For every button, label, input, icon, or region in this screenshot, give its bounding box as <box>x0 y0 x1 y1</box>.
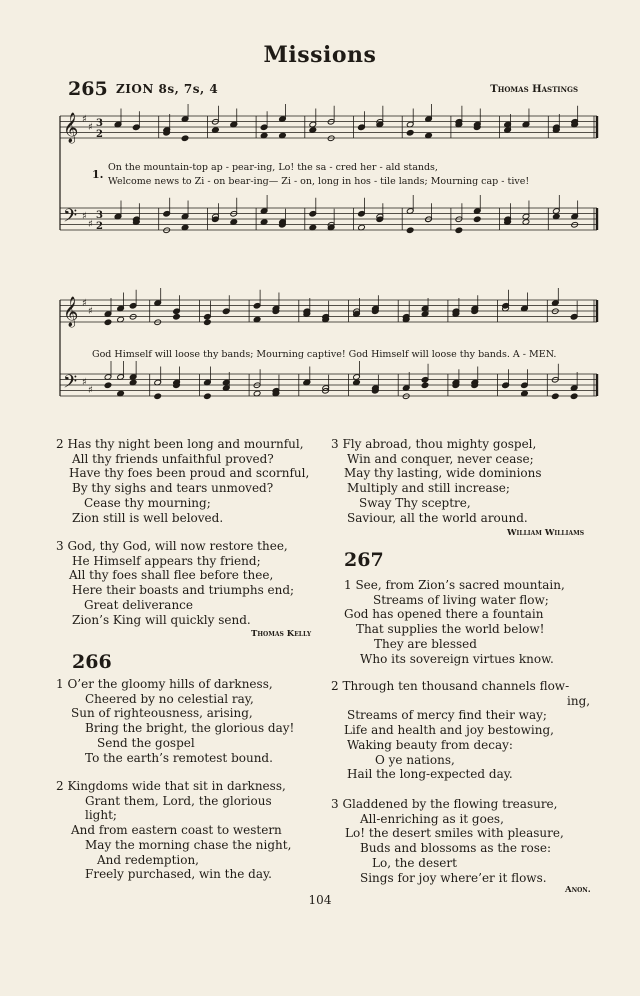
svg-text:𝄞: 𝄞 <box>63 113 79 143</box>
stanza-line: Cease thy mourning; <box>84 495 211 510</box>
stanza-line: They are blessed <box>374 636 477 651</box>
hymn265-stanza-2 <box>56 437 309 525</box>
stanza-line: Who its sovereign virtues know. <box>360 651 554 666</box>
svg-text:𝄢: 𝄢 <box>63 372 78 397</box>
svg-text:2: 2 <box>96 221 103 232</box>
stanza-line: Sun of righteousness, arising, <box>71 706 253 721</box>
stanza-line: Streams of mercy find their way; <box>347 708 547 723</box>
hymn266-attribution: William Williams <box>507 528 585 538</box>
hymn265-stanza-3 <box>56 539 294 627</box>
stanza-line: Streams of living water flow; <box>373 592 549 607</box>
svg-text:♯: ♯ <box>82 211 87 222</box>
hymn266-stanza-3 <box>331 437 542 525</box>
stanza-line: Sway Thy sceptre, <box>359 495 471 510</box>
hymn266-stanza-1 <box>56 677 294 765</box>
stanza-line: All thy foes shall flee before thee, <box>69 568 274 583</box>
stanza-line: Saviour, all the world around. <box>347 510 528 525</box>
stanza-line: Lo! the desert smiles with pleasure, <box>345 826 564 841</box>
stanza-line: 3 Gladdened by the flowing treasure, <box>331 797 558 811</box>
stanza-line: 2 Through ten thousand channels flow- <box>331 679 570 693</box>
svg-text:♯: ♯ <box>82 377 87 388</box>
stanza-line: Have thy foes been proud and scornful, <box>69 466 310 481</box>
stanza-line: Bring the bright, the glorious day! <box>85 721 295 736</box>
lyric-line-3: God Himself will loose thy bands; Mourning captive! God Himself will loose thy bands. A - MEN. <box>92 349 557 360</box>
stanza-line: light; <box>85 808 117 823</box>
stanza-line: 3 God, thy God, will now restore thee, <box>56 539 288 553</box>
section-title: Missions <box>263 42 377 68</box>
svg-text:3: 3 <box>96 210 103 221</box>
stanza-line: And from eastern coast to western <box>71 823 282 838</box>
svg-text:𝄞: 𝄞 <box>63 297 79 327</box>
stanza-line: All-enriching as it goes, <box>360 811 504 826</box>
composer-name: Thomas Hastings <box>490 84 578 95</box>
svg-text:♯: ♯ <box>82 298 87 309</box>
stanza-line: O ye nations, <box>375 752 455 767</box>
hymn266-stanza-2 <box>56 779 291 882</box>
hymn-number-266: 266 <box>72 651 112 673</box>
hymn-number-267: 267 <box>344 549 384 571</box>
stanza-line: Multiply and still increase; <box>347 481 510 496</box>
tune-name: ZION 8s, 7s, 4 <box>116 82 219 96</box>
stanza-line: Grant them, Lord, the glorious <box>85 793 272 808</box>
stanza-line: 3 Fly abroad, thou mighty gospel, <box>331 437 537 451</box>
hymn267-attribution: Anon. <box>565 885 591 895</box>
stanza-line: 2 Has thy night been long and mournful, <box>56 437 304 451</box>
hymn267-stanza-1 <box>344 578 565 666</box>
lyric-line-1: On the mountain-top ap - pear-ing, Lo! the sa - cred her - ald stands, <box>108 162 438 173</box>
stanza-line: 1 O’er the gloomy hills of darkness, <box>56 677 273 691</box>
stanza-line: Buds and blossoms as the rose: <box>360 841 552 856</box>
hymn267-stanza-2 <box>331 679 590 782</box>
stanza-line: Lo, the desert <box>372 855 457 870</box>
svg-text:♯: ♯ <box>88 306 93 317</box>
hymn265-attribution: Thomas Kelly <box>251 629 312 639</box>
stanza-line: Sings for joy where’er it flows. <box>360 870 547 885</box>
svg-text:𝄢: 𝄢 <box>63 206 78 231</box>
svg-text:3: 3 <box>96 118 103 129</box>
stanza-line: That supplies the world below! <box>356 622 545 637</box>
svg-text:♯: ♯ <box>88 122 93 133</box>
stanza-line: Send the gospel <box>97 735 195 750</box>
page-number: 104 <box>308 893 332 907</box>
verse-marker: 1. <box>92 168 104 181</box>
stanza-line: May the morning chase the night, <box>85 837 292 852</box>
stanza-line: And redemption, <box>97 852 199 867</box>
stanza-line: May thy lasting, wide dominions <box>344 466 542 481</box>
svg-text:♯: ♯ <box>82 114 87 125</box>
stanza-line: Zion’s King will quickly send. <box>72 612 251 627</box>
stanza-line: Great deliverance <box>84 597 193 612</box>
stanza-line: Cheered by no celestial ray, <box>85 691 254 706</box>
lyric-line-2: Welcome news to Zi - on bear-ing— Zi - on, long in hos - tile lands; Mourning cap - tive! <box>108 176 530 187</box>
stanza-line: To the earth’s remotest bound. <box>85 750 273 765</box>
hymn-number-265: 265 <box>68 78 108 100</box>
stanza-line: He Himself appears thy friend; <box>72 553 261 568</box>
stanza-line: All thy friends unfaithful proved? <box>72 451 274 466</box>
stanza-line: God has opened there a fountain <box>344 607 544 622</box>
stanza-line: Zion still is well beloved. <box>72 510 224 525</box>
svg-text:♯: ♯ <box>88 219 93 230</box>
hymn267-stanza-3 <box>331 797 564 885</box>
stanza-line: Waking beauty from decay: <box>347 737 513 752</box>
stanza-line: 1 See, from Zion’s sacred mountain, <box>344 578 565 592</box>
svg-text:♯: ♯ <box>88 385 93 396</box>
stanza-line: Freely purchased, win the day. <box>85 867 272 882</box>
stanza-line: ing, <box>567 693 591 708</box>
svg-text:2: 2 <box>96 129 103 140</box>
stanza-line: 2 Kingdoms wide that sit in darkness, <box>56 779 286 793</box>
stanza-line: Win and conquer, never cease; <box>347 451 534 466</box>
stanza-line: Life and health and joy bestowing, <box>344 723 554 738</box>
stanza-line: Here their boasts and triumphs end; <box>72 583 295 598</box>
stanza-line: By thy sighs and tears unmoved? <box>72 481 274 496</box>
stanza-line: Hail the long-expected day. <box>347 767 513 782</box>
